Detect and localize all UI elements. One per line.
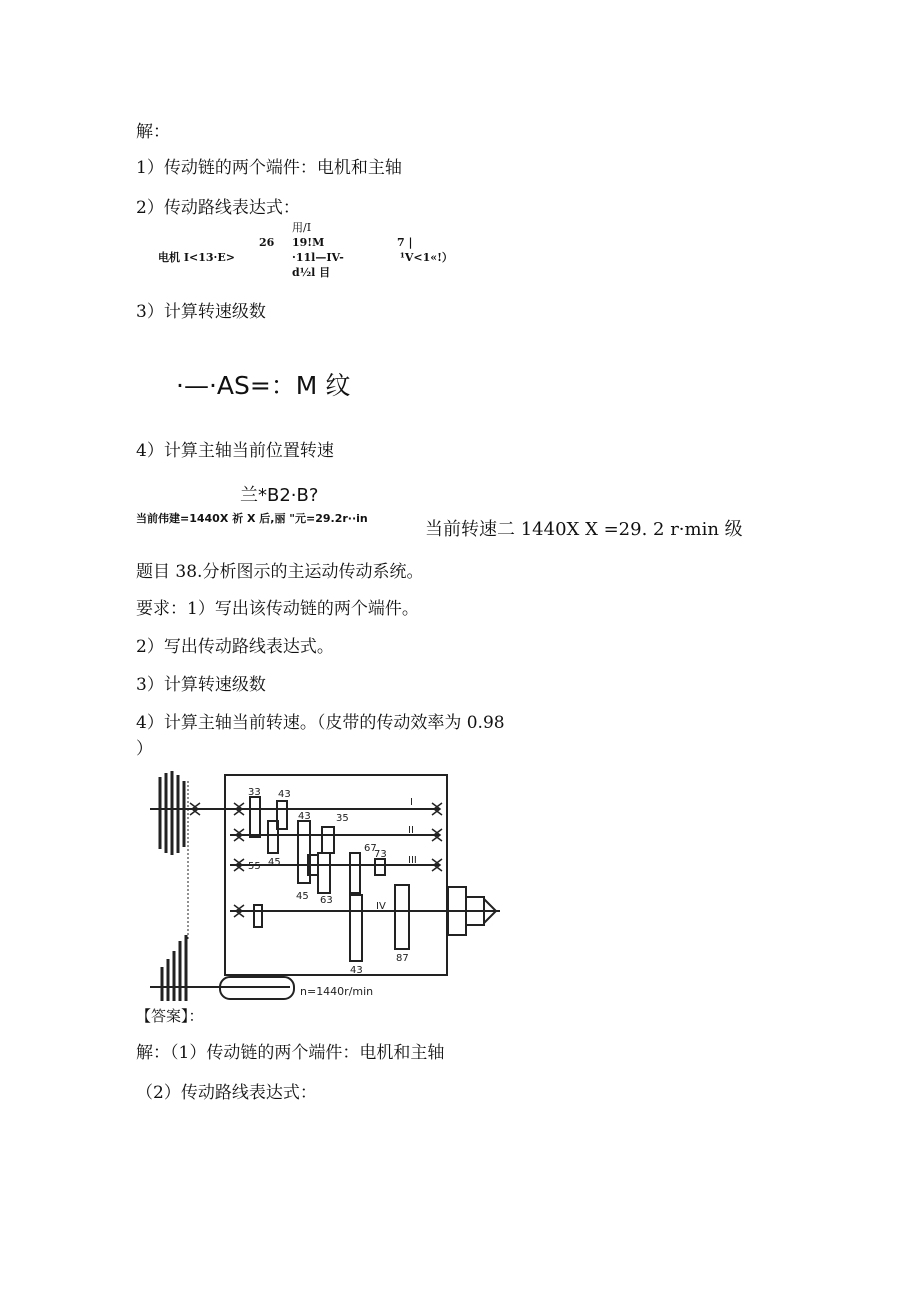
question-req-4-close: ）	[136, 739, 153, 759]
upper-pulley	[160, 771, 184, 855]
formula1-mid: ·11l—IV-	[292, 251, 344, 264]
gear-label: 63	[320, 895, 333, 906]
formula1-19m: 19!M	[292, 236, 325, 249]
answer-2: （2）传动路线表达式：	[136, 1083, 317, 1103]
formula3-right: 当前转速二 1440X X =29. 2 r·min 级	[425, 519, 743, 540]
formula1-26: 26	[259, 236, 275, 249]
question-req-1: 要求：1）写出该传动链的两个端件。	[136, 599, 419, 619]
gear-63	[318, 853, 330, 893]
shaft-label: III	[408, 855, 417, 866]
gear-label: 43	[350, 965, 363, 976]
solution-heading: 解：	[136, 122, 170, 142]
gear-label: 55	[248, 861, 261, 872]
formula1-tail: ¹V<1«!）	[400, 251, 453, 264]
gear-label: 73	[374, 849, 387, 860]
formula1-top: 用/I	[292, 221, 312, 234]
shaft-label: I	[410, 797, 413, 808]
gear-67	[350, 853, 360, 893]
gear-label: 45	[296, 891, 309, 902]
gear-label: 33	[248, 787, 261, 798]
formula3-top: 兰*B2·B?	[240, 485, 319, 506]
clutch	[254, 905, 262, 927]
gear-33	[250, 797, 260, 837]
shaft-label: IV	[376, 901, 386, 912]
gear-label: 43	[278, 789, 291, 800]
gear-label: 67	[364, 843, 377, 854]
gear-43c	[350, 895, 362, 961]
question-req-4: 4）计算主轴当前转速。（皮带的传动效率为 0.98	[136, 713, 505, 733]
item-1: 1）传动链的两个端件：电机和主轴	[136, 158, 402, 178]
formula1-7: 7 |	[397, 236, 413, 249]
gear-87	[395, 885, 409, 949]
item-2: 2）传动路线表达式：	[136, 198, 300, 218]
transmission-diagram	[150, 769, 510, 1005]
formula1-motor: 电机 I<13·E>	[158, 251, 235, 264]
speed-label: n=1440r/min	[300, 985, 374, 998]
question-title: 题目 38.分析图示的主运动传动系统。	[136, 562, 424, 582]
gear-label: 43	[298, 811, 311, 822]
gear-35	[322, 827, 334, 853]
item-3: 3）计算转速级数	[136, 302, 266, 322]
gear-label: 35	[336, 813, 349, 824]
formula1-bottom: d½l 目	[292, 266, 331, 279]
formula3-left: 当前伟建=1440X 祈 X 后,丽 "元=29.2r··in	[136, 512, 368, 525]
formula-2: ·—·AS=：M 纹	[176, 371, 351, 400]
gear-label: 45	[268, 857, 281, 868]
question-req-2: 2）写出传动路线表达式。	[136, 637, 334, 657]
bearings	[190, 803, 442, 917]
question-req-3: 3）计算转速级数	[136, 675, 266, 695]
answer-1: 解：（1）传动链的两个端件：电机和主轴	[136, 1043, 445, 1063]
answer-label: 【答案】：	[136, 1007, 204, 1025]
gearbox-frame	[225, 775, 447, 975]
gear-73	[375, 859, 385, 875]
item-4: 4）计算主轴当前位置转速	[136, 441, 334, 461]
gear-label: 87	[396, 953, 409, 964]
shaft-label: II	[408, 825, 414, 836]
lower-pulley	[162, 935, 186, 1001]
